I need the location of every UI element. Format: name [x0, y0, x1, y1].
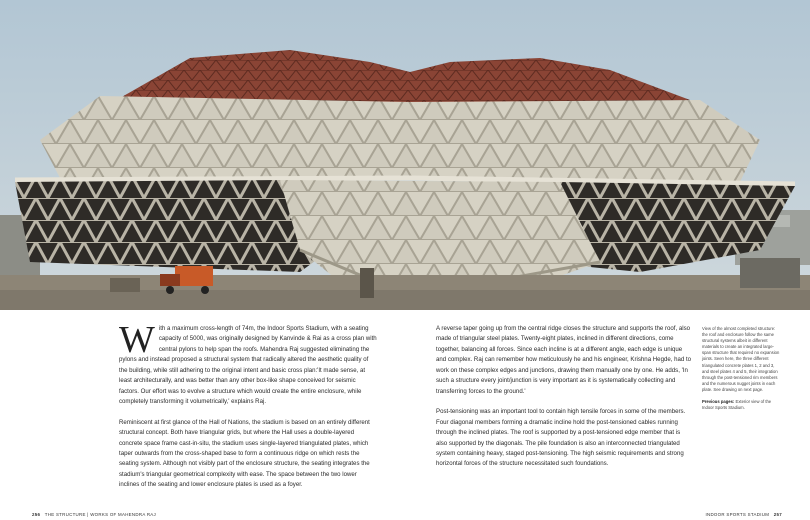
paragraph-2: Reminiscent at first glance of the Hall of Nations, the stadium is based on an entirely different structural concept. Both have triangular grids, but where the Hall uses a double-layered concrete space frame cast-in-situ, the stadium uses single-layered triangulated plates, which taper outwards from the cross-shaped base to form a continuous ridge on which rests the seating system. Although not visibly part of the enclosure structure, the seating integrates the stadium's triangular geometrical complexity with ease. The space between the two lower inclines of the seating and lower enclosure plates is used as a foyer. — [119, 418, 370, 489]
paragraph-1 — [119, 319, 377, 408]
text-column-left — [119, 319, 377, 491]
previous-pages-text: Exterior view of the Indoor Sports Stadium. — [702, 399, 772, 411]
running-head-right: INDOOR SPORTS STADIUM — [705, 512, 770, 517]
paragraph-4: Post-tensioning was an important tool to contain high tensile forces in some of the members. Four diagonal members forming a dramatic incline hold the post-tensioned cables running through the inclined plates. The roof is supported by a post-tensioned edge member that is also supported by the diagonals. The pile foundation is also an interconnected triangulated system containing heavy, staged post-tensioning. The high seismic requirements and strong horizontal forces of the structure necessitated such foundations. — [436, 408, 686, 468]
paragraph-3: A reverse taper going up from the central ridge closes the structure and supports the roof, also made of triangular steel plates. Twenty-eight plates, inclined in different directions, come together, balancing all forces. Since each incline is at a different angle, each edge is unique and complex. Raj can remember how meticulously he and his engineer, Krishna Hegde, had to work on these complex edges and junctions, drawing them manually one by one. He adds, 'In such a structure every joint/junction is very important as it is systematically collecting and transferring forces to the ground.' — [436, 325, 692, 395]
running-head-left: THE STRUCTURE | WORKS OF MAHENDRA RAJ — [44, 512, 157, 517]
paragraph-1-rest: Raj suggested eliminating the pylons and instead proposed a structural system that radically altered the aesthetic quality of the building, while still adhering to the original intent and basic cross plan:'It made sense, at least architecturally, and was better than any other box-like shape conceived for seismic factors. Our effort was to evolve a structure which would create the entire enclosure, while completely transforming it volumetrically,' explains Raj. — [119, 345, 370, 406]
previous-pages-label: Previous pages: — [702, 399, 735, 405]
paragraph-1-lead: ith a maximum cross-length of 74m, the Indoor Sports Stadium, with a seating capacity of 5000, was originally designed by Kanvinde & Rai as a cross plan with central pylons to help span the roofs. Mahendra — [158, 325, 377, 353]
text-column-right — [436, 324, 692, 470]
footer-right — [705, 512, 782, 517]
photo-caption — [702, 326, 782, 411]
page-number-left: 256 — [32, 512, 41, 517]
previous-pages-caption — [702, 399, 782, 411]
page-number-right: 257 — [773, 512, 782, 517]
caption-text: View of the almost completed structure: the roof and enclosure follow the same structural systems albeit in different materials to create an integrated large-span structure that required no expansion joints. Seen here, the three different triangulated concrete plates 1, 2 and 3, and steel plates 4 and 5, their integration through the post-tensioned rim members and the numerous nugget joints in each plate. See drawing on next page. — [702, 326, 780, 392]
footer-left — [32, 512, 156, 517]
drop-cap: W — [119, 319, 155, 361]
